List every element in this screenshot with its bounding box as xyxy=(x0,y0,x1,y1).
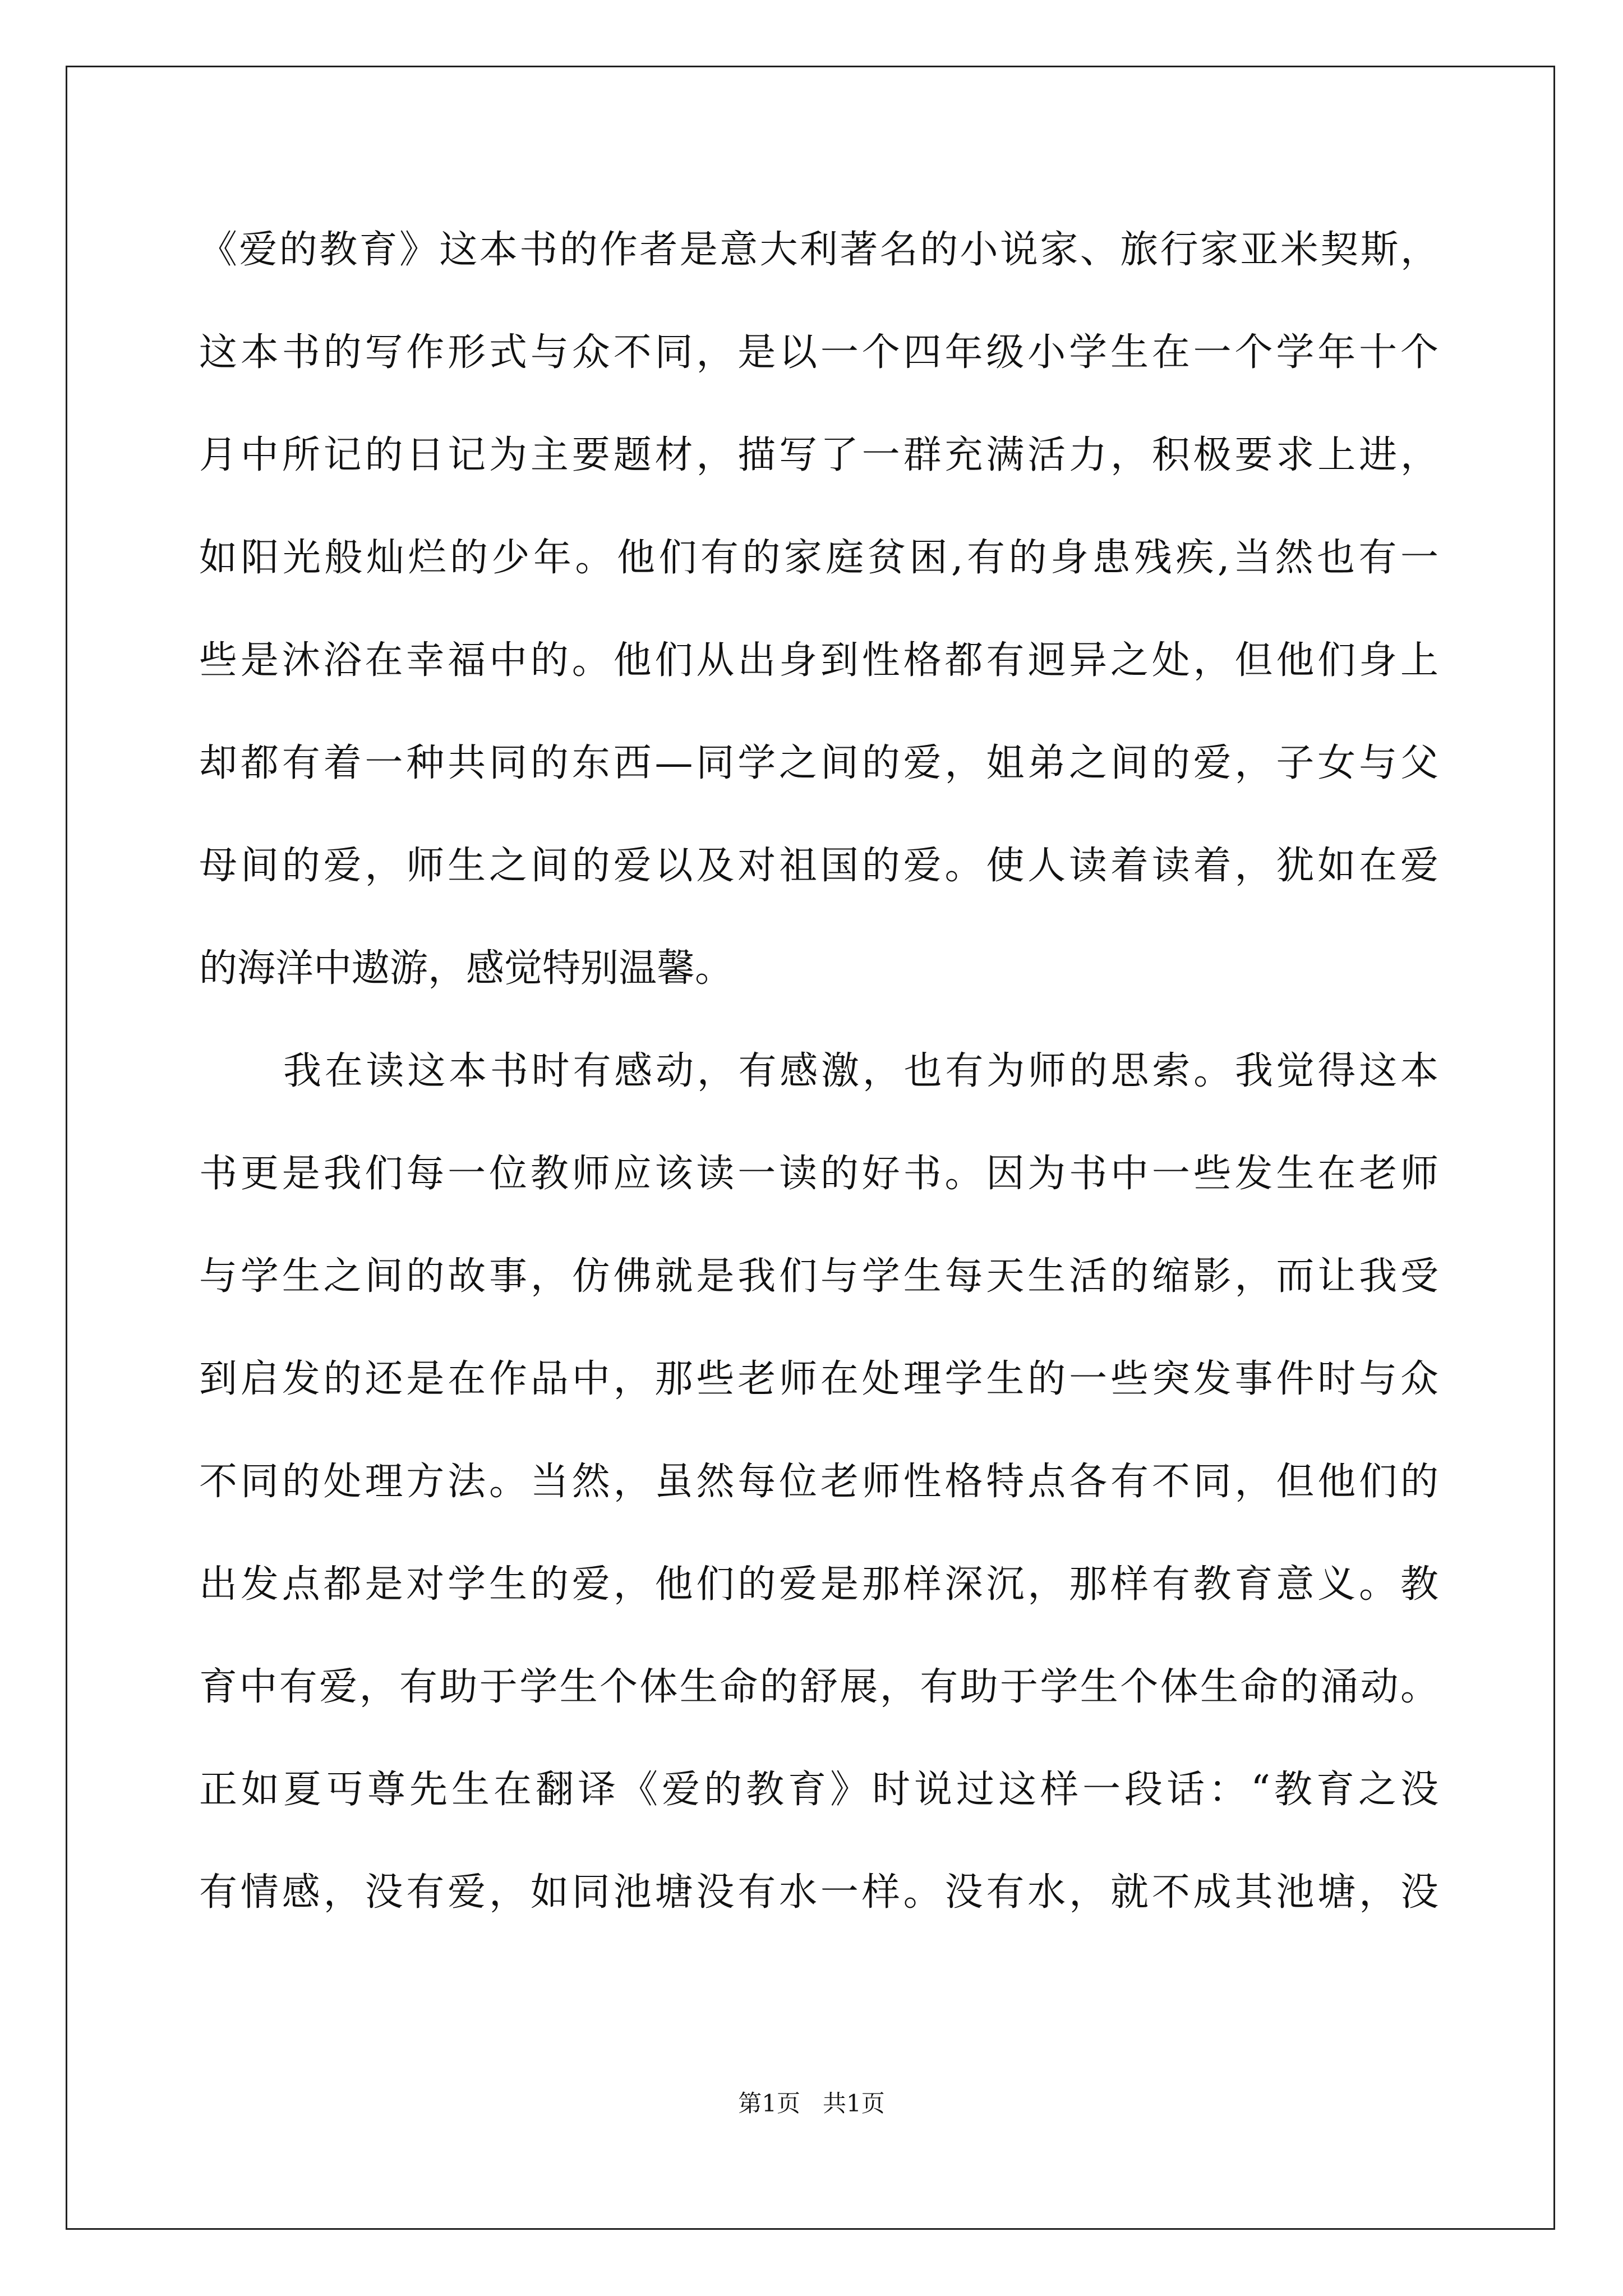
text-line: 的海洋中遨游，感觉特别温馨。 xyxy=(199,946,734,991)
text-line: 与学生之间的故事，仿佛就是我们与学生每天生活的缩影，而让我受 xyxy=(199,1254,1438,1299)
text-line: 到启发的还是在作品中，那些老师在处理学生的一些突发事件时与众 xyxy=(199,1357,1438,1401)
text-line: 书更是我们每一位教师应该读一读的好书。因为书中一些发生在老师 xyxy=(199,1152,1438,1196)
text-line: 母间的爱，师生之间的爱以及对祖国的爱。使人读着读着，犹如在爱 xyxy=(199,844,1438,888)
page-number: 第1页 共1页 xyxy=(738,2090,885,2117)
text-line: 出发点都是对学生的爱，他们的爱是那样深沉，那样有教育意义。教 xyxy=(199,1562,1438,1607)
text-line: 我在读这本书时有感动，有感激，也有为师的思索。我觉得这本 xyxy=(283,1049,1438,1093)
text-line: 《爱的教育》这本书的作者是意大利著名的小说家、旅行家亚米契斯， xyxy=(199,228,1438,272)
text-line: 育中有爱，有助于学生个体生命的舒展，有助于学生个体生命的涌动。 xyxy=(199,1665,1438,1709)
text-line: 月中所记的日记为主要题材，描写了一群充满活力，积极要求上进， xyxy=(199,433,1438,477)
text-line: 这本书的写作形式与众不同，是以一个四年级小学生在一个学年十个 xyxy=(199,330,1438,375)
text-line: 有情感，没有爱，如同池塘没有水一样。没有水，就不成其池塘，没 xyxy=(199,1870,1438,1915)
text-line: 不同的处理方法。当然，虽然每位老师性格特点各有不同，但他们的 xyxy=(199,1460,1438,1504)
text-line: 正如夏丏尊先生在翻译《爱的教育》时说过这样一段话：“教育之没 xyxy=(199,1768,1438,1812)
text-line: 如阳光般灿烂的少年。他们有的家庭贫困,有的身患残疾,当然也有一 xyxy=(199,536,1438,580)
text-line: 些是沐浴在幸福中的。他们从出身到性格都有迥异之处，但他们身上 xyxy=(199,638,1438,683)
text-line: 却都有着一种共同的东西—同学之间的爱，姐弟之间的爱，子女与父 xyxy=(199,741,1438,785)
